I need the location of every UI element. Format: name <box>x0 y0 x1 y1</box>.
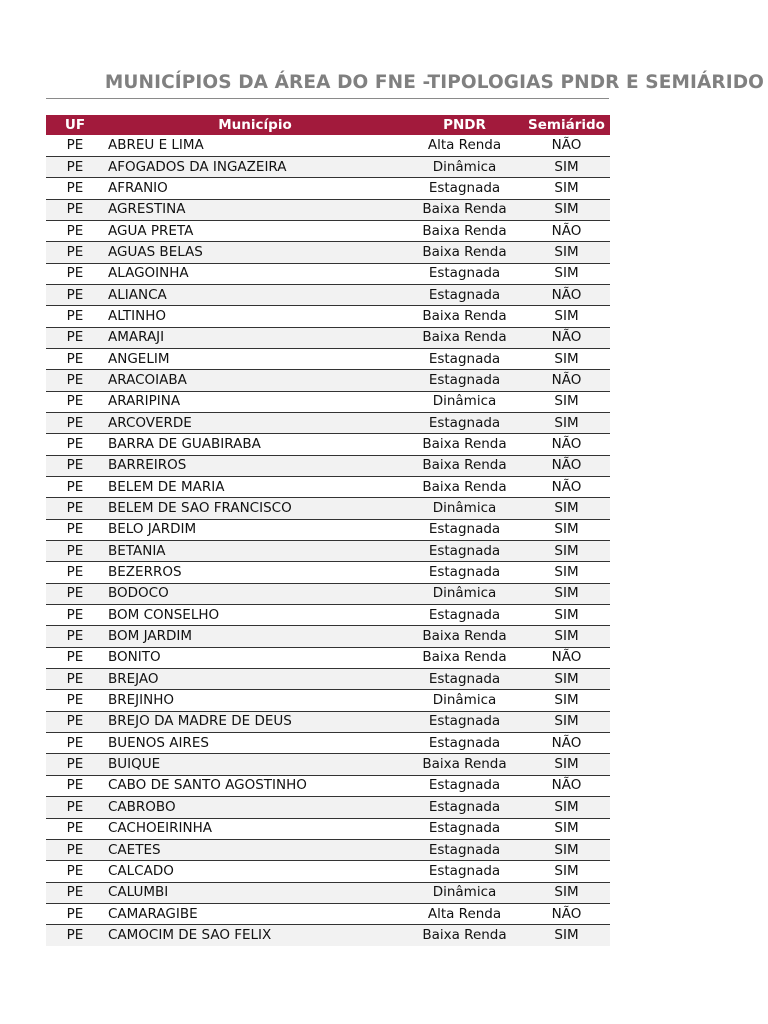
header-uf: UF <box>64 117 86 133</box>
cell-semiarido: NÃO <box>523 370 610 391</box>
table-row <box>46 306 610 327</box>
cell-uf: PE <box>46 434 104 455</box>
cell-semiarido: NÃO <box>523 220 610 241</box>
cell-uf: PE <box>46 818 104 839</box>
cell-municipio: AMARAJI <box>104 327 406 348</box>
cell-semiarido: SIM <box>523 711 610 732</box>
cell-uf: PE <box>46 605 104 626</box>
cell-semiarido: SIM <box>523 626 610 647</box>
table-row <box>46 861 610 882</box>
table-row <box>46 925 610 946</box>
cell-municipio: CAMARAGIBE <box>104 903 406 924</box>
cell-municipio: BELEM DE SAO FRANCISCO <box>104 498 406 519</box>
cell-uf: PE <box>46 541 104 562</box>
table-row <box>46 903 610 924</box>
cell-uf: PE <box>46 903 104 924</box>
cell-semiarido: SIM <box>523 797 610 818</box>
cell-pndr: Alta Renda <box>406 135 523 156</box>
cell-municipio: AGRESTINA <box>104 199 406 220</box>
cell-semiarido: NÃO <box>523 327 610 348</box>
table-row <box>46 647 610 668</box>
cell-semiarido: SIM <box>523 861 610 882</box>
cell-pndr: Estagnada <box>406 541 523 562</box>
cell-pndr: Dinâmica <box>406 156 523 177</box>
cell-pndr: Estagnada <box>406 605 523 626</box>
cell-uf: PE <box>46 263 104 284</box>
cell-pndr: Baixa Renda <box>422 927 507 944</box>
cell-semiarido: SIM <box>523 498 610 519</box>
table-row <box>46 818 610 839</box>
cell-semiarido: NÃO <box>523 647 610 668</box>
cell-municipio: ARCOVERDE <box>104 412 406 433</box>
header-pndr: PNDR <box>443 117 486 133</box>
table-row <box>46 519 610 540</box>
cell-uf: PE <box>46 861 104 882</box>
cell-uf: PE <box>46 882 104 903</box>
cell-uf: PE <box>46 519 104 540</box>
cell-pndr: Estagnada <box>406 818 523 839</box>
cell-pndr: Estagnada <box>406 178 523 199</box>
cell-municipio: BONITO <box>104 647 406 668</box>
cell-semiarido: SIM <box>523 178 610 199</box>
cell-semiarido: SIM <box>523 541 610 562</box>
cell-semiarido: SIM <box>554 927 579 944</box>
cell-municipio: BREJO DA MADRE DE DEUS <box>104 711 406 732</box>
cell-semiarido: SIM <box>523 839 610 860</box>
cell-pndr: Baixa Renda <box>406 754 523 775</box>
cell-municipio: BREJAO <box>104 669 406 690</box>
table-row <box>46 711 610 732</box>
cell-semiarido: SIM <box>523 391 610 412</box>
cell-uf: PE <box>46 626 104 647</box>
cell-semiarido: NÃO <box>523 455 610 476</box>
table-row <box>46 156 610 177</box>
cell-pndr: Baixa Renda <box>406 327 523 348</box>
cell-municipio: BEZERROS <box>104 562 406 583</box>
cell-municipio: BODOCO <box>104 583 406 604</box>
cell-pndr: Estagnada <box>406 562 523 583</box>
cell-pndr: Estagnada <box>406 711 523 732</box>
cell-uf: PE <box>46 733 104 754</box>
cell-municipio: CALCADO <box>104 861 406 882</box>
table-row <box>46 754 610 775</box>
table-row <box>46 562 610 583</box>
cell-uf: PE <box>46 156 104 177</box>
cell-uf: PE <box>46 306 104 327</box>
cell-semiarido: NÃO <box>523 135 610 156</box>
cell-semiarido: SIM <box>523 562 610 583</box>
cell-pndr: Baixa Renda <box>406 455 523 476</box>
cell-pndr: Alta Renda <box>406 903 523 924</box>
cell-uf: PE <box>46 412 104 433</box>
table-row <box>46 797 610 818</box>
cell-uf: PE <box>46 797 104 818</box>
cell-semiarido: SIM <box>523 348 610 369</box>
cell-municipio: CAMOCIM DE SAO FELIX <box>108 927 272 944</box>
cell-uf: PE <box>46 242 104 263</box>
table-header <box>46 115 610 135</box>
cell-uf: PE <box>46 135 104 156</box>
cell-uf: PE <box>46 477 104 498</box>
table-row <box>46 583 610 604</box>
table-row <box>46 199 610 220</box>
cell-municipio: BELEM DE MARIA <box>104 477 406 498</box>
header-municipio: Município <box>218 117 292 133</box>
cell-semiarido: SIM <box>523 519 610 540</box>
cell-municipio: BREJINHO <box>104 690 406 711</box>
cell-pndr: Dinâmica <box>406 583 523 604</box>
cell-uf: PE <box>46 562 104 583</box>
cell-municipio: BARRA DE GUABIRABA <box>104 434 406 455</box>
municipality-table <box>46 115 610 946</box>
cell-municipio: ALIANCA <box>104 284 406 305</box>
cell-municipio: CABROBO <box>104 797 406 818</box>
cell-municipio: AFRANIO <box>104 178 406 199</box>
cell-semiarido: SIM <box>523 263 610 284</box>
table-row <box>46 541 610 562</box>
table-row <box>46 477 610 498</box>
table-row <box>46 412 610 433</box>
cell-uf: PE <box>46 199 104 220</box>
cell-pndr: Estagnada <box>406 348 523 369</box>
cell-pndr: Estagnada <box>406 839 523 860</box>
document-title-bar <box>46 70 764 99</box>
table-row <box>46 455 610 476</box>
cell-uf: PE <box>46 583 104 604</box>
cell-municipio: BELO JARDIM <box>104 519 406 540</box>
cell-municipio: BETANIA <box>104 541 406 562</box>
cell-pndr: Estagnada <box>406 519 523 540</box>
cell-pndr: Baixa Renda <box>406 477 523 498</box>
cell-semiarido: NÃO <box>523 733 610 754</box>
cell-pndr: Estagnada <box>406 263 523 284</box>
cell-semiarido: SIM <box>523 690 610 711</box>
cell-semiarido: NÃO <box>523 903 610 924</box>
cell-municipio: AFOGADOS DA INGAZEIRA <box>104 156 406 177</box>
cell-pndr: Estagnada <box>406 861 523 882</box>
cell-pndr: Estagnada <box>406 370 523 391</box>
cell-municipio: ALAGOINHA <box>104 263 406 284</box>
cell-semiarido: SIM <box>523 583 610 604</box>
cell-uf: PE <box>46 690 104 711</box>
cell-municipio: BUIQUE <box>104 754 406 775</box>
table-row <box>46 498 610 519</box>
table-row <box>46 733 610 754</box>
cell-pndr: Dinâmica <box>406 391 523 412</box>
cell-uf: PE <box>46 839 104 860</box>
table-row <box>46 348 610 369</box>
cell-municipio: CALUMBI <box>104 882 406 903</box>
cell-pndr: Baixa Renda <box>406 306 523 327</box>
cell-pndr: Baixa Renda <box>406 434 523 455</box>
table-row <box>46 263 610 284</box>
table-row <box>46 434 610 455</box>
cell-semiarido: SIM <box>523 242 610 263</box>
table-row <box>46 626 610 647</box>
table-row <box>46 882 610 903</box>
cell-pndr: Baixa Renda <box>406 199 523 220</box>
cell-semiarido: SIM <box>523 882 610 903</box>
cell-municipio: AGUA PRETA <box>104 220 406 241</box>
table-row <box>46 775 610 796</box>
cell-pndr: Estagnada <box>406 797 523 818</box>
table-row <box>46 327 610 348</box>
cell-municipio: ARACOIABA <box>104 370 406 391</box>
table-row <box>46 605 610 626</box>
table-row <box>46 284 610 305</box>
cell-municipio: BARREIROS <box>104 455 406 476</box>
cell-semiarido: SIM <box>523 754 610 775</box>
cell-semiarido: NÃO <box>523 775 610 796</box>
cell-semiarido: SIM <box>523 199 610 220</box>
cell-municipio: ARARIPINA <box>104 391 406 412</box>
cell-uf: PE <box>46 669 104 690</box>
table-body <box>46 135 610 946</box>
cell-uf: PE <box>46 775 104 796</box>
cell-pndr: Dinâmica <box>406 882 523 903</box>
cell-municipio: ALTINHO <box>104 306 406 327</box>
cell-semiarido: SIM <box>523 412 610 433</box>
table-row <box>46 839 610 860</box>
cell-semiarido: NÃO <box>523 477 610 498</box>
header-row <box>46 115 610 135</box>
cell-semiarido: SIM <box>523 669 610 690</box>
cell-semiarido: SIM <box>523 605 610 626</box>
cell-uf: PE <box>46 391 104 412</box>
cell-pndr: Estagnada <box>406 775 523 796</box>
cell-uf: PE <box>46 455 104 476</box>
cell-municipio: AGUAS BELAS <box>104 242 406 263</box>
cell-uf: PE <box>46 327 104 348</box>
cell-pndr: Baixa Renda <box>406 242 523 263</box>
cell-pndr: Baixa Renda <box>406 626 523 647</box>
cell-uf: PE <box>46 348 104 369</box>
cell-municipio: ABREU E LIMA <box>104 135 406 156</box>
cell-uf: PE <box>46 498 104 519</box>
cell-municipio: BOM CONSELHO <box>104 605 406 626</box>
cell-semiarido: NÃO <box>523 284 610 305</box>
cell-uf: PE <box>46 647 104 668</box>
table-row <box>46 690 610 711</box>
cell-pndr: Dinâmica <box>406 498 523 519</box>
cell-municipio: ANGELIM <box>104 348 406 369</box>
table-row <box>46 178 610 199</box>
cell-municipio: BUENOS AIRES <box>104 733 406 754</box>
cell-semiarido: NÃO <box>523 434 610 455</box>
cell-municipio: BOM JARDIM <box>104 626 406 647</box>
cell-semiarido: SIM <box>523 156 610 177</box>
cell-pndr: Baixa Renda <box>406 220 523 241</box>
cell-pndr: Baixa Renda <box>406 647 523 668</box>
cell-uf: PE <box>46 370 104 391</box>
cell-uf: PE <box>46 220 104 241</box>
cell-uf: PE <box>46 711 104 732</box>
cell-uf: PE <box>46 178 104 199</box>
cell-pndr: Estagnada <box>406 284 523 305</box>
cell-pndr: Estagnada <box>406 412 523 433</box>
cell-pndr: Dinâmica <box>406 690 523 711</box>
cell-pndr: Estagnada <box>406 669 523 690</box>
table-row <box>46 391 610 412</box>
cell-municipio: CABO DE SANTO AGOSTINHO <box>104 775 406 796</box>
cell-uf: PE <box>46 754 104 775</box>
table-row <box>46 669 610 690</box>
cell-semiarido: SIM <box>523 306 610 327</box>
table-row <box>46 242 610 263</box>
cell-municipio: CACHOEIRINHA <box>104 818 406 839</box>
cell-municipio: CAETES <box>104 839 406 860</box>
cell-semiarido: SIM <box>523 818 610 839</box>
table-row <box>46 370 610 391</box>
cell-pndr: Estagnada <box>406 733 523 754</box>
cell-uf: PE <box>46 284 104 305</box>
document-title: MUNICÍPIOS DA ÁREA DO FNE -TIPOLOGIAS PNDR E SEMIÁRIDO <box>104 72 764 93</box>
header-semiarido: Semiárido <box>528 117 605 133</box>
table-row <box>46 220 610 241</box>
table-row <box>46 135 610 156</box>
cell-uf: PE <box>66 927 84 944</box>
